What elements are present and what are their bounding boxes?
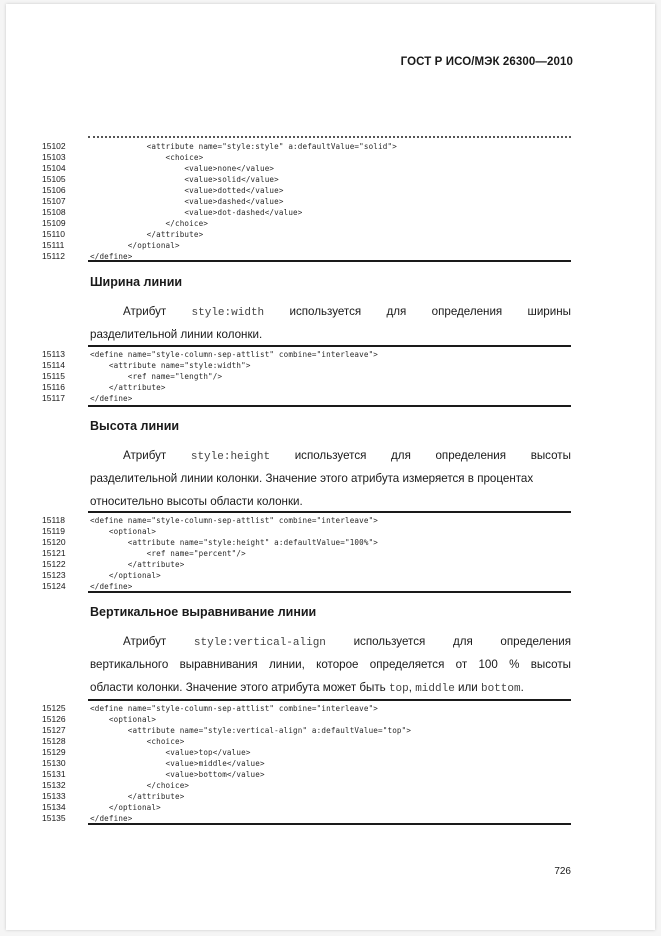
line-number: 15109 [42,218,66,228]
code-text: <attribute name="style:vertical-align" a:defaultValue="top"> [90,726,412,735]
code-text: <attribute name="style:width"> [90,361,251,370]
line-number: 15102 [42,141,66,151]
code-text: <choice> [90,737,185,746]
code-block-top-rule [88,511,571,513]
inline-code: style:height [190,451,271,463]
code-block-top-rule [88,699,571,701]
code-text: <attribute name="style:style" a:defaultValue="solid"> [90,142,397,151]
code-text: <value>dotted</value> [90,186,284,195]
line-number: 15110 [42,229,66,239]
line-number: 15125 [42,703,66,713]
line-number: 15113 [42,349,66,359]
line-number: 15128 [42,736,66,746]
paragraph-line: вертикального выравнивания линии, которое определяется от 100 % высоты [90,658,571,671]
text: , [408,681,416,694]
text: или [454,681,481,694]
line-number: 15106 [42,185,66,195]
word: Атрибут [123,635,167,648]
word: используется [289,305,362,318]
line-number: 15111 [42,240,65,250]
code-text: </optional> [90,571,161,580]
paragraph-line [90,630,571,653]
line-number: 15118 [42,515,66,525]
code-text: <choice> [90,153,204,162]
line-number: 15119 [42,526,66,536]
code-text: <optional> [90,527,157,536]
code-text: </optional> [90,803,161,812]
paragraph-valign [90,630,571,699]
line-number: 15114 [42,360,66,370]
line-number: 15123 [42,570,66,580]
code-text: <attribute name="style:height" a:defaultValue="100%"> [90,538,379,547]
word: Атрибут [123,305,167,318]
word: Атрибут [123,449,167,462]
page-header-title: ГОСТ Р ИСО/МЭК 26300—2010 [400,56,573,68]
paragraph-line: разделительной линии колонки. Значение этого атрибута измеряется в процентах [90,472,534,485]
code-block-top-rule [88,136,571,138]
code-text: <optional> [90,715,157,724]
code-text: <define name="style-column-sep-attlist" combine="interleave"> [90,704,379,713]
code-block-bottom-rule [88,260,571,262]
line-number: 15122 [42,559,66,569]
code-text: </define> [90,582,133,591]
paragraph-line [90,676,571,699]
word: высоты [530,449,571,462]
word: определения [435,449,507,462]
line-number: 15112 [42,251,66,261]
line-number: 15117 [42,393,66,403]
code-text: <ref name="percent"/> [90,549,246,558]
code-text: <value>solid</value> [90,175,279,184]
paragraph-height [90,444,571,513]
inline-code: middle [415,683,455,695]
code-text: <value>top</value> [90,748,251,757]
page-number: 726 [554,866,571,877]
inline-code: style:vertical-align [193,637,326,649]
paragraph-width [90,300,571,346]
code-text: </attribute> [90,560,185,569]
code-block-bottom-rule [88,405,571,407]
code-text: </define> [90,252,133,261]
line-number: 15130 [42,758,66,768]
line-number: 15135 [42,813,66,823]
line-number: 15115 [42,371,66,381]
code-text: </define> [90,394,133,403]
paragraph-line [90,300,571,323]
code-text: </choice> [90,219,209,228]
line-number: 15133 [42,791,66,801]
text: области колонки. Значение этого атрибута может быть [90,681,389,694]
code-text: <value>middle</value> [90,759,265,768]
inline-code: bottom [480,683,521,695]
line-number: 15124 [42,581,66,591]
word: используется [353,635,426,648]
code-text: </choice> [90,781,190,790]
code-block-top-rule [88,345,571,347]
line-number: 15126 [42,714,66,724]
code-text: </define> [90,814,133,823]
word: используется [294,449,367,462]
word: определения [500,635,571,648]
line-number: 15108 [42,207,66,217]
line-number: 15127 [42,725,66,735]
word: определения [431,305,503,318]
code-text: </attribute> [90,383,166,392]
line-number: 15132 [42,780,66,790]
section-heading-height: Высота линии [90,419,180,433]
code-text: <value>none</value> [90,164,275,173]
inline-code: style:width [191,307,265,319]
line-number: 15120 [42,537,66,547]
text: . [520,681,524,694]
code-text: <define name="style-column-sep-attlist" combine="interleave"> [90,516,379,525]
code-text: <value>dashed</value> [90,197,284,206]
section-heading-valign: Вертикальное выравнивание линии [90,605,317,619]
line-number: 15104 [42,163,66,173]
line-number: 15121 [42,548,66,558]
line-number: 15107 [42,196,66,206]
section-heading-width: Ширина линии [90,275,183,289]
code-text: <define name="style-column-sep-attlist" combine="interleave"> [90,350,379,359]
word: для [386,305,407,318]
word: для [452,635,473,648]
paragraph-line: относительно высоты области колонки. [90,495,303,508]
inline-code: top [388,683,409,695]
word: для [391,449,411,462]
line-number: 15105 [42,174,66,184]
code-text: </attribute> [90,230,204,239]
code-block-bottom-rule [88,591,571,593]
line-number: 15116 [42,382,66,392]
line-number: 15103 [42,152,66,162]
line-number: 15129 [42,747,66,757]
code-text: <ref name="length"/> [90,372,223,381]
code-text: </attribute> [90,792,185,801]
line-number: 15131 [42,769,66,779]
code-block-bottom-rule [88,823,571,825]
code-text: <value>dot-dashed</value> [90,208,303,217]
paragraph-line [90,444,571,467]
code-text: </optional> [90,241,180,250]
line-number: 15134 [42,802,66,812]
code-text: <value>bottom</value> [90,770,265,779]
word: ширины [527,305,571,318]
paragraph-line: разделительной линии колонки. [90,328,263,341]
